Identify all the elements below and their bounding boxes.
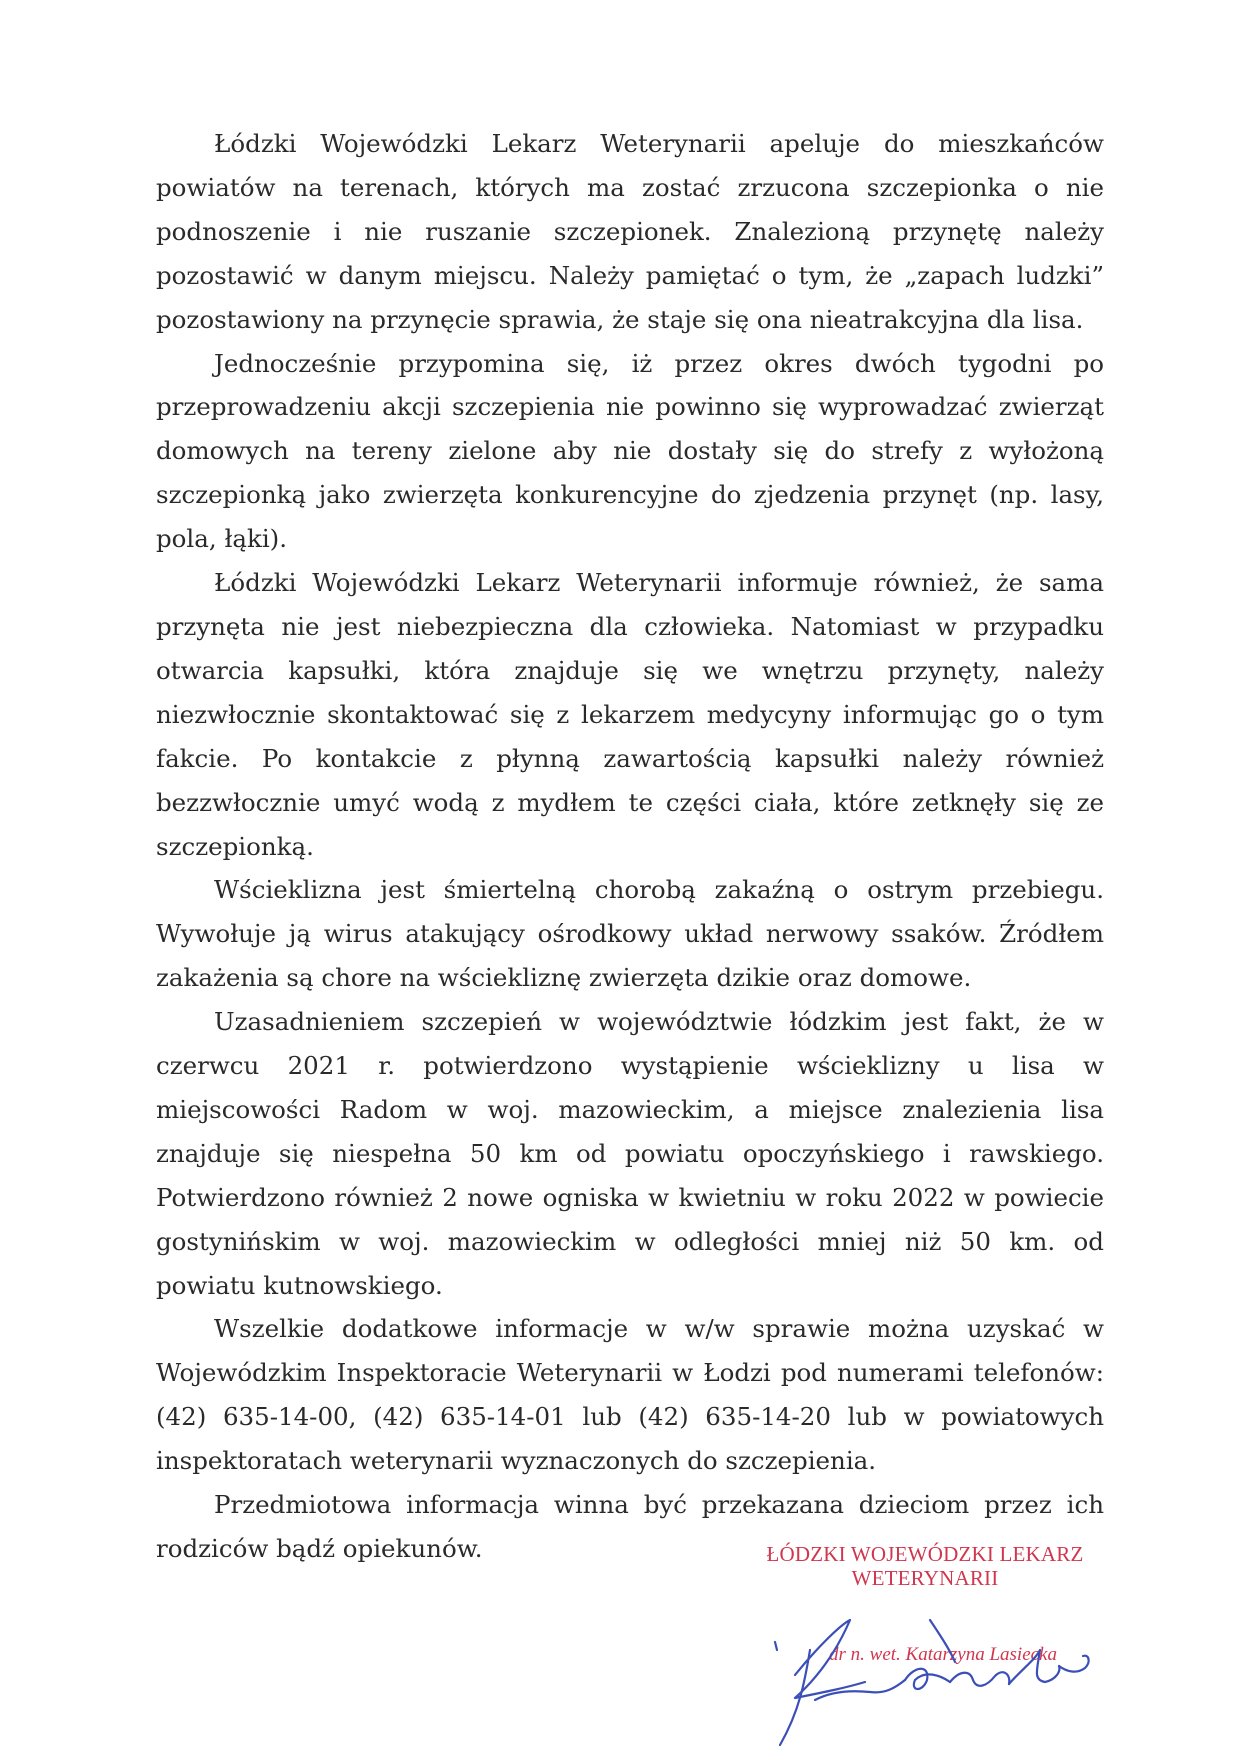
stamp-line-1: ŁÓDZKI WOJEWÓDZKI LEKARZ: [766, 1542, 1084, 1566]
paragraph-rabies-info: Wścieklizna jest śmiertelną chorobą zakaźną o ostrym przebiegu. Wywołuje ją wirus atakujący ośrodkowy układ nerwowy ssaków. Źródłem zakażenia są chore na wściekliznę zwierzęta dzikie oraz domowe.: [156, 875, 1104, 993]
paragraph-appeal: Łódzki Wojewódzki Lekarz Weterynarii apeluje do mieszkańców powiatów na terenach, których ma zostać zrzucona szczepionka o nie podnoszenie i nie ruszanie szczepionek. Znalezioną przynętę należy pozostawić w danym miejscu. Należy pamiętać o tym, że „zapach ludzki” pozostawiony na przynęcie sprawia, że staje się ona nieatrakcyjna dla lisa.: [156, 129, 1104, 334]
paragraph-pets-warning: Jednocześnie przypomina się, iż przez okres dwóch tygodni po przeprowadzeniu akcji szczepienia nie powinno się wyprowadzać zwierząt domowych na tereny zielone aby nie dostały się do strefy z wyłożoną szczepionką jako zwierzęta konkurencyjne do zjedzenia przynęt (np. lasy, pola, łąki).: [156, 348, 1104, 554]
stamp-signatory-name: dr n. wet. Katarzyna Lasiecka: [829, 1644, 1057, 1665]
paragraph-contact-info: Wszelkie dodatkowe informacje w w/w sprawie można uzyskać w Wojewódzkim Inspektoracie Weterynarii w Łodzi pod numerami telefonów: (42) 635-14-00, (42) 635-14-01 lub (42) 635-14-20 lub w powiatowych inspektoratach weterynarii wyznaczonych do szczepienia.: [156, 1314, 1104, 1476]
document-body: [156, 122, 1104, 1571]
paragraph-bait-safety: Łódzki Wojewódzki Lekarz Weterynarii informuje również, że sama przynęta nie jest niebezpieczna dla człowieka. Natomiast w przypadku otwarcia kapsułki, która znajduje się we wnętrzu przynęty, należy niezwłocznie skontaktować się z lekarzem medycyny informując go o tym fakcie. Po kontakcie z płynną zawartością kapsułki należy również bezzwłocznie umyć wodą z mydłem te części ciała, które zetknęły się ze szczepionką.: [156, 568, 1104, 861]
paragraph-justification: Uzasadnieniem szczepień w województwie łódzkim jest fakt, że w czerwcu 2021 r. potwierdzono wystąpienie wścieklizny u lisa w miejscowości Radom w woj. mazowieckim, a miejsce znalezienia lisa znajduje się niespełna 50 km od powiatu opoczyńskiego i rawskiego. Potwierdzono również 2 nowe ogniska w kwietniu w roku 2022 w powiecie gostynińskim w woj. mazowieckim w odległości mniej niż 50 km. od powiatu kutnowskiego.: [156, 1007, 1104, 1300]
stamp-line-2: WETERYNARII: [851, 1566, 999, 1590]
handwritten-signature: [755, 1580, 1115, 1754]
paragraph-children-note: Przedmiotowa informacja winna być przekazana dzieciom przez ich rodziców bądź opiekunów.: [156, 1490, 1104, 1563]
